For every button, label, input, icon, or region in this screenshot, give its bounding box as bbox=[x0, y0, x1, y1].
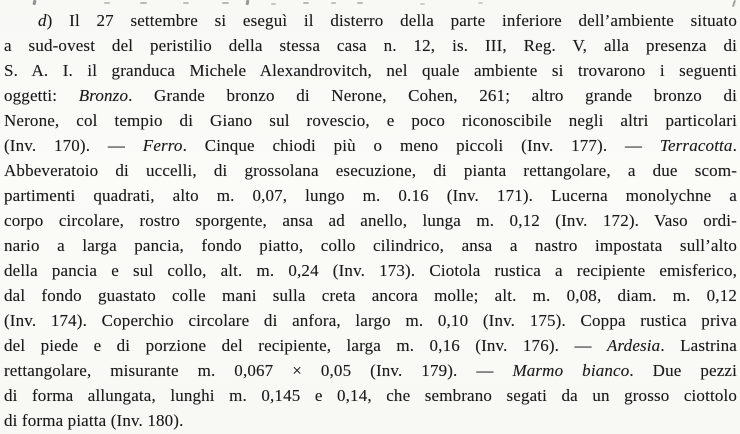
text-run: rettangolare, misurante m. 0,067 × 0,05 (Inv. 179). — bbox=[4, 361, 513, 380]
text-run: oggetti: bbox=[4, 86, 79, 105]
text-line bbox=[4, 358, 737, 383]
text-run: . Lastrina bbox=[660, 336, 738, 355]
text-run: Nerone, col tempio di Giano sul rovescio, e poco riconoscibile negli altri particolari bbox=[4, 111, 737, 130]
text-line bbox=[4, 33, 737, 58]
cropped-text-remnants bbox=[0, 0, 740, 7]
text-line bbox=[4, 108, 737, 133]
text-line bbox=[4, 83, 737, 108]
text-line bbox=[4, 383, 737, 408]
italic-term-bronzo: Bronzo bbox=[78, 86, 129, 105]
text-run: di forma allungata, lunghi m. 0,145 e 0,14, che sembrano segati da un grosso ciottolo bbox=[4, 386, 737, 405]
text-run: partimenti quadrati, alto m. 0,07, lungo m. 0.16 (Inv. 171). Lucerna monolychne a bbox=[4, 186, 737, 205]
paragraph bbox=[4, 8, 737, 433]
text-line bbox=[4, 283, 737, 308]
text-line bbox=[4, 158, 737, 183]
text-run: ) Il 27 settembre si eseguì il disterro della parte inferiore dell’ambiente situato bbox=[46, 11, 737, 30]
text-line bbox=[4, 308, 737, 333]
text-line bbox=[4, 408, 737, 433]
text-line bbox=[4, 233, 737, 258]
text-run: di forma piatta (Inv. 180). bbox=[4, 411, 184, 430]
text-run: Abbeveratoio di uccelli, di grossolana esecuzione, di pianta rettangolare, a due scom- bbox=[4, 161, 737, 180]
text-line bbox=[4, 8, 737, 33]
text-run: . Cinque chiodi più o meno piccoli (Inv. 177). — bbox=[182, 136, 660, 155]
text-run: a sud-ovest del peristilio della stessa casa n. 12, is. III, Reg. V, alla presenza di bbox=[4, 36, 737, 55]
text-line bbox=[4, 208, 737, 233]
text-run: (Inv. 170). — bbox=[4, 136, 143, 155]
text-line bbox=[4, 258, 737, 283]
text-run: . bbox=[732, 136, 737, 155]
text-line bbox=[4, 58, 737, 83]
text-run: S. A. I. il granduca Michele Alexandrovitch, nel quale ambiente si trovarono i seguenti bbox=[4, 61, 737, 80]
paragraph-marker: d bbox=[38, 11, 47, 30]
text-run: nario a larga pancia, fondo piatto, collo cilindrico, ansa a nastro impostata sull’alto bbox=[4, 236, 737, 255]
text-run: della pancia e sul collo, alt. m. 0,24 (Inv. 173). Ciotola rustica a recipiente emisferico, bbox=[4, 261, 737, 280]
italic-term-terracotta: Terracotta bbox=[659, 136, 733, 155]
text-line bbox=[4, 183, 737, 208]
text-run: . Grande bronzo di Nerone, Cohen, 261; altro grande bronzo di bbox=[128, 86, 737, 105]
text-line bbox=[4, 133, 737, 158]
text-run: . Due pezzi bbox=[629, 361, 737, 380]
text-run: dal fondo guastato colle mani sulla creta ancora molle; alt. m. 0,08, diam. m. 0,12 bbox=[4, 286, 737, 305]
italic-term-marmo-bianco: Marmo bianco bbox=[512, 361, 630, 380]
text-line bbox=[4, 333, 737, 358]
italic-term-ferro: Ferro bbox=[142, 136, 183, 155]
italic-term-ardesia: Ardesia bbox=[607, 336, 661, 355]
text-run: del piede e di porzione del recipiente, larga m. 0,16 (Inv. 176). — bbox=[4, 336, 607, 355]
text-run: (Inv. 174). Coperchio circolare di anfora, largo m. 0,10 (Inv. 175). Coppa rustica priva bbox=[4, 311, 737, 330]
text-run: corpo circolare, rostro sporgente, ansa ad anello, lunga m. 0,12 (Inv. 172). Vaso ordi- bbox=[4, 211, 737, 230]
